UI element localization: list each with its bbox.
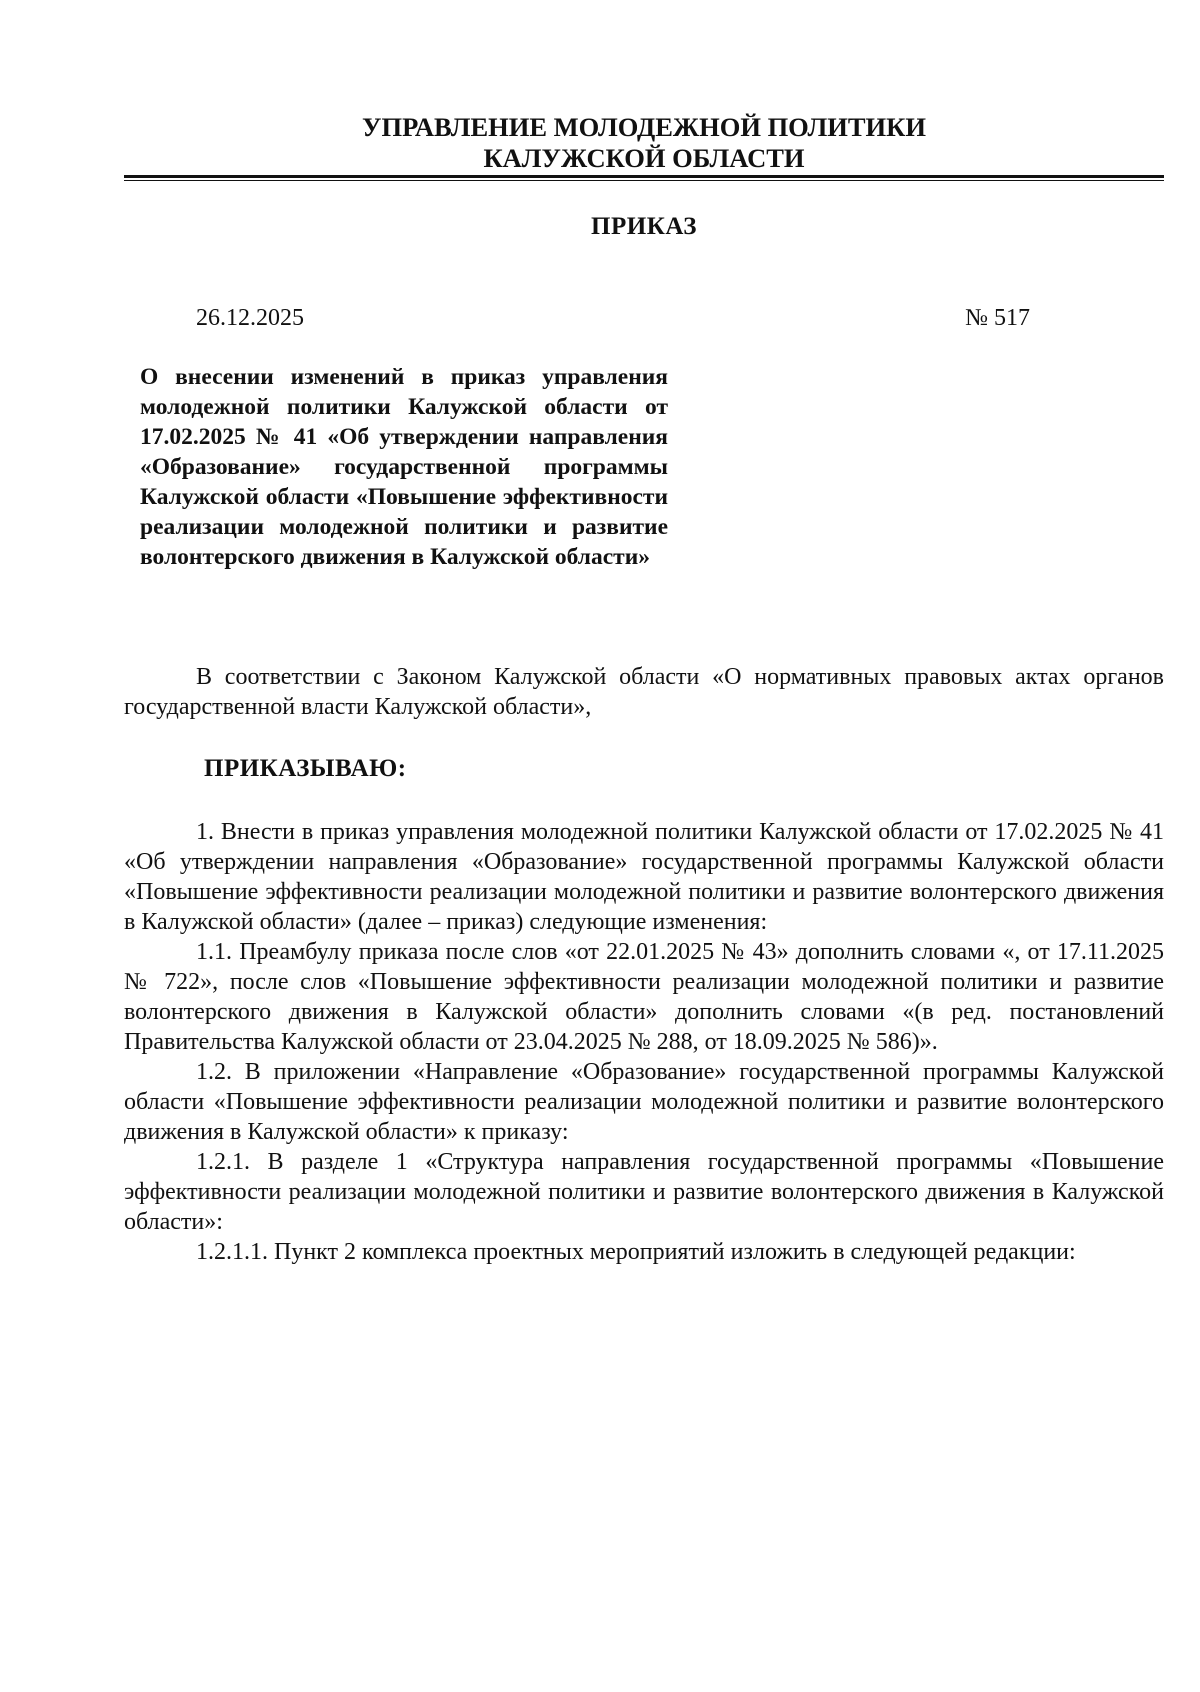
order-paragraph-1-2-1-1: 1.2.1.1. Пункт 2 комплекса проектных мероприятий изложить в следующей редакции: bbox=[196, 1239, 1076, 1265]
document-date: 26.12.2025 bbox=[196, 305, 304, 331]
order-body bbox=[124, 817, 1164, 1267]
order-heading: ПРИКАЗЫВАЮ: bbox=[204, 755, 407, 782]
document-subject: О внесении изменений в приказ управления молодежной политики Калужской области от 17.02.2025 № 41 «Об утверждении направления «Образование» государственной программы Калужской области «Повышение эффективности реализации молодежной политики и развитие волонтерского движения в Калужской области» bbox=[140, 364, 668, 570]
header-divider bbox=[124, 175, 1164, 181]
legal-basis-paragraph: В соответствии с Законом Калужской области «О нормативных правовых актах органов государственной власти Калужской области», bbox=[124, 664, 1164, 720]
order-paragraph-1-2-1: 1.2.1. В разделе 1 «Структура направления государственной программы «Повышение эффективности реализации молодежной политики и развитие волонтерского движения в Калужской области»: bbox=[124, 1149, 1164, 1235]
order-paragraph-1-2: 1.2. В приложении «Направление «Образование» государственной программы Калужской области «Повышение эффективности реализации молодежной политики и развитие волонтерского движения в Калужской области» к приказу: bbox=[124, 1059, 1164, 1145]
document-number: № 517 bbox=[965, 305, 1030, 331]
organization-name-line-2: КАЛУЖСКОЙ ОБЛАСТИ bbox=[483, 143, 805, 173]
organization-header bbox=[124, 112, 1164, 174]
organization-name-line-1: УПРАВЛЕНИЕ МОЛОДЕЖНОЙ ПОЛИТИКИ bbox=[362, 112, 926, 142]
order-paragraph-1-1: 1.1. Преамбулу приказа после слов «от 22.01.2025 № 43» дополнить словами «, от 17.11.2025 № 722», после слов «Повышение эффективности реализации молодежной политики и развитие волонтерского движения в Калужской области» дополнить словами «(в ред. постановлений Правительства Калужской области от 23.04.2025 № 288, от 18.09.2025 № 586)». bbox=[124, 939, 1164, 1055]
order-paragraph-1: 1. Внести в приказ управления молодежной политики Калужской области от 17.02.2025 № 41 «Об утверждении направления «Образование» государственной программы Калужской области «Повышение эффективности реализации молодежной политики и развитие волонтерского движения в Калужской области» (далее – приказ) следующие изменения: bbox=[124, 819, 1164, 935]
document-type-title: ПРИКАЗ bbox=[591, 213, 697, 240]
